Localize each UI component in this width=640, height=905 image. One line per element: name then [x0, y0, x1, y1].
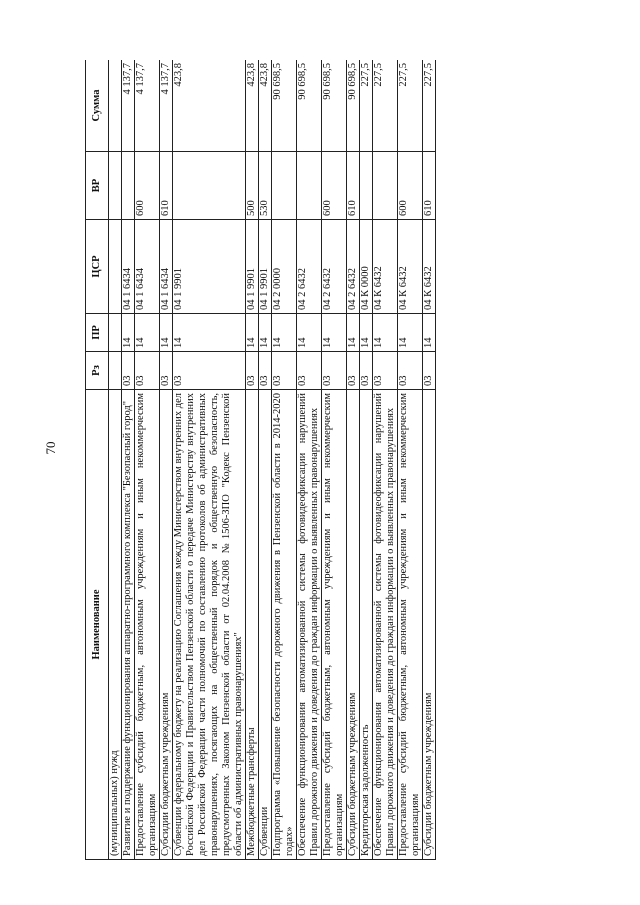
row-csr: 04 К 6432: [398, 220, 423, 314]
row-csr: 04 2 6432: [297, 220, 322, 314]
header-sum: Сумма: [86, 60, 109, 152]
row-vr: [360, 152, 373, 220]
row-name: Предоставление субсидий бюджетным, автономным учреждениям и иным некоммерческим организациям: [135, 390, 160, 860]
row-rz: 03: [246, 352, 259, 390]
row-pr: 14: [322, 314, 347, 352]
row-vr: 610: [423, 152, 436, 220]
table-row: [373, 60, 398, 860]
header-row: [86, 60, 109, 860]
row-pr: 14: [272, 314, 297, 352]
row-csr: 04 К 6432: [373, 220, 398, 314]
row-sum: 4 137,7: [135, 60, 160, 152]
row-vr: [272, 152, 297, 220]
budget-table: [85, 60, 436, 860]
row-sum: 423,8: [173, 60, 246, 152]
row-csr: 04 1 9901: [246, 220, 259, 314]
row-pr: 14: [360, 314, 373, 352]
row-name: Предоставление субсидий бюджетным, автономным учреждениям и иным некоммерческим организациям: [322, 390, 347, 860]
table-row: [322, 60, 347, 860]
row-csr: 04 1 9901: [173, 220, 246, 314]
row-rz: 03: [173, 352, 246, 390]
table-row: [423, 60, 436, 860]
row-name: Субсидии бюджетным учреждениям: [347, 390, 360, 860]
row-pr: 14: [398, 314, 423, 352]
header-rz: Рз: [86, 352, 109, 390]
row-name: Субвенции: [259, 390, 272, 860]
table-row: [297, 60, 322, 860]
row-vr: [109, 152, 122, 220]
row-rz: 03: [297, 352, 322, 390]
row-vr: 600: [135, 152, 160, 220]
header-name: Наименование: [86, 390, 109, 860]
row-name: Обеспечение функционирования автоматизированной системы фотовидеофиксации нарушений Правил дорожного движения и доведения до граждан информации о выявленных правонарушениях: [297, 390, 322, 860]
row-rz: 03: [122, 352, 135, 390]
row-sum: 90 698,5: [347, 60, 360, 152]
row-vr: [173, 152, 246, 220]
table-row: [360, 60, 373, 860]
row-pr: 14: [259, 314, 272, 352]
row-name: Кредиторская задолженность: [360, 390, 373, 860]
table-row: [272, 60, 297, 860]
row-pr: 14: [423, 314, 436, 352]
row-csr: 04 2 6432: [322, 220, 347, 314]
row-sum: 423,8: [259, 60, 272, 152]
table-row: [246, 60, 259, 860]
row-rz: 03: [322, 352, 347, 390]
row-vr: [373, 152, 398, 220]
row-rz: 03: [135, 352, 160, 390]
row-rz: [109, 352, 122, 390]
table-row: [259, 60, 272, 860]
row-sum: 227,5: [398, 60, 423, 152]
row-csr: 04 2 6432: [347, 220, 360, 314]
row-vr: 530: [259, 152, 272, 220]
row-pr: 14: [122, 314, 135, 352]
row-sum: 4 137,7: [160, 60, 173, 152]
row-vr: 600: [322, 152, 347, 220]
row-vr: 610: [160, 152, 173, 220]
table-row: [122, 60, 135, 860]
row-csr: 04 2 0000: [272, 220, 297, 314]
row-sum: 90 698,5: [297, 60, 322, 152]
row-pr: 14: [135, 314, 160, 352]
row-vr: [122, 152, 135, 220]
row-rz: 03: [347, 352, 360, 390]
row-sum: 227,5: [360, 60, 373, 152]
table-row: [347, 60, 360, 860]
budget-table-container: [85, 60, 630, 860]
row-vr: 610: [347, 152, 360, 220]
row-name: Межбюджетные трансферты: [246, 390, 259, 860]
row-pr: 14: [373, 314, 398, 352]
row-rz: 03: [423, 352, 436, 390]
row-csr: 04 К 0000: [360, 220, 373, 314]
row-csr: 04 1 6434: [135, 220, 160, 314]
row-sum: 4 137,7: [122, 60, 135, 152]
table-row: [109, 60, 122, 860]
row-vr: 500: [246, 152, 259, 220]
row-csr: [109, 220, 122, 314]
row-name: Субсидии бюджетным учреждениям: [160, 390, 173, 860]
row-vr: 600: [398, 152, 423, 220]
row-rz: 03: [272, 352, 297, 390]
table-row: [135, 60, 160, 860]
header-csr: ЦСР: [86, 220, 109, 314]
table-row: [160, 60, 173, 860]
table-row: [398, 60, 423, 860]
row-name: (муниципальных) нужд: [109, 390, 122, 860]
row-sum: 227,5: [373, 60, 398, 152]
row-pr: 14: [173, 314, 246, 352]
row-name: Субвенции федеральному бюджету на реализацию Соглашения между Министерством внутренних дел Российской Федерации и Правительством Пензенской области о передаче Министерству внутренних дел Российской Федерации части полномочий по составлению протоколов об административных правонарушениях, посягающих на общественный порядок и общественную безопасность, предусмотренных Законом Пензенской области от 02.04.2008 №1506-ЗПО "Кодекс Пензенской области об административных правонарушениях": [173, 390, 246, 860]
row-pr: [109, 314, 122, 352]
row-rz: 03: [398, 352, 423, 390]
row-pr: 14: [160, 314, 173, 352]
row-sum: 423,8: [246, 60, 259, 152]
row-sum: 227,5: [423, 60, 436, 152]
header-pr: ПР: [86, 314, 109, 352]
row-rz: 03: [259, 352, 272, 390]
row-sum: 90 698,5: [322, 60, 347, 152]
row-csr: 04 1 6434: [160, 220, 173, 314]
row-name: Подпрограмма «Повышение безопасности дорожного движения в Пензенской области в 2014-2020 годах»: [272, 390, 297, 860]
row-pr: 14: [347, 314, 360, 352]
row-pr: 14: [297, 314, 322, 352]
page-number: 70: [43, 441, 58, 455]
row-rz: 03: [160, 352, 173, 390]
row-rz: 03: [360, 352, 373, 390]
row-csr: 04 1 9901: [259, 220, 272, 314]
row-sum: 90 698,5: [272, 60, 297, 152]
header-vr: ВР: [86, 152, 109, 220]
row-csr: 04 К 6432: [423, 220, 436, 314]
row-vr: [297, 152, 322, 220]
table-row: [173, 60, 246, 860]
row-pr: 14: [246, 314, 259, 352]
row-name: Субсидии бюджетным учреждениям: [423, 390, 436, 860]
row-sum: [109, 60, 122, 152]
row-csr: 04 1 6434: [122, 220, 135, 314]
row-name: Предоставление субсидий бюджетным, автономным учреждениям и иным некоммерческим организациям: [398, 390, 423, 860]
row-name: Развитие и поддержание функционирования аппаратно-программного комплекса "Безопасный город": [122, 390, 135, 860]
row-rz: 03: [373, 352, 398, 390]
budget-table-rotated: [85, 60, 436, 860]
row-name: Обеспечение функционирования автоматизированной системы фотовидеофиксации нарушений Правил дорожного движения и доведения до граждан информации о выявленных правонарушениях: [373, 390, 398, 860]
